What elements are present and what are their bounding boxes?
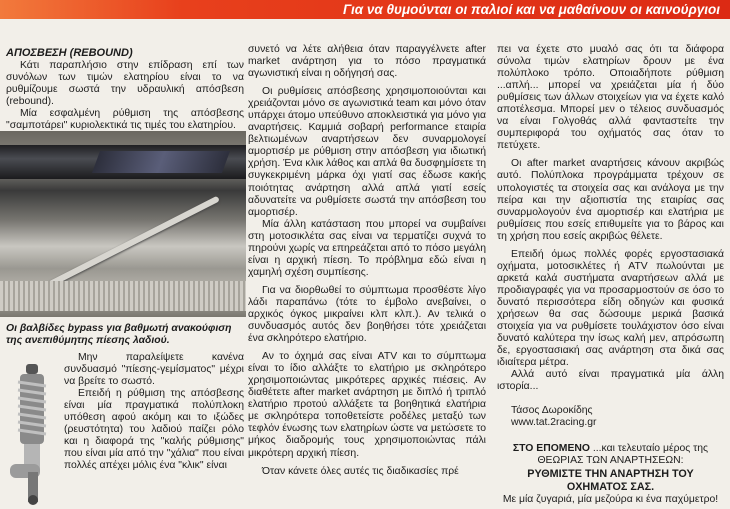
paragraph: Οι after market αναρτήσεις κάνουν ακριβώς αυτό. Πολύπλοκα προγράμματα τρέχουν σε υπολογιστές τα στοιχεία σας και ανάλογα με την πείρα και την αξιοπιστία της εταιρίας σας συναρμολογούν ένα αμορτισέρ και ελατήρια με ρυθμίσεις που εσείς επιθυμείτε για το βάρος και τη χρήση που εσείς ακριβώς θέλετε. xyxy=(497,158,724,242)
paragraph: Κάτι παραπλήσιο στην επίδραση επί των συνόλων των τιμών ελατηρίου είναι το να ρυθμίζουμε σωστά την υδραυλική απόσβεση (rebound). xyxy=(6,60,244,108)
rail-graphic xyxy=(0,281,246,311)
cylinder-label-graphic xyxy=(92,151,230,173)
photo-caption: Οι βαλβίδες bypass για βαθμωτή ανακούφιση της ανεπιθύμητης πίεσης λαδιού. xyxy=(6,323,232,347)
paragraph: πει να έχετε στο μυαλό σας ότι τα διάφορα σύνολα τιμών ελατηρίων δρουν με ένα πολύπλοκο τρόπο. Οποιαδήποτε ρύθμιση ...απλή... μπορεί να χρειάζεται μία ή δύο ρυθμίσεις των άλλων στοιχείων για να έχετε καλό αποτέλεσμα. Μπορεί μεν ο τέλειος συνδυασμός να είναι Γολγοθάς αλλά φανταστείτε την συμπεριφορά του οχήματός σας όταν το πετύχετε. xyxy=(497,44,724,152)
paragraph: Επειδή η ρύθμιση της απόσβεσης είναι μία πραγματικά πολύπλοκη υπόθεση αφού ακόμη και το ιξώδες (ρευστότητα) του λαδιού παίζει ρόλο και η διαφορά της "καλής ρύθμισης" που είναι μία από την "χάλια" που είναι πολλές απέχει μόλις ένα "κλικ" είναι xyxy=(64,388,244,472)
paragraph: Οι ρυθμίσεις απόσβεσης χρησιμοποιούνται και χρειάζονται μόνο σε αγωνιστικά team και μόνο όταν υπάρχει άτομο υπεύθυνο αποκλειστικά για μόνο για αναρτήσεις. Καμμιά σοβαρή performance εταιρία βελτιωμένων αναρτήσεων δεν συναρμολογεί αμορτισέρ με ρύθμιση στην απόσβεση για ιδιωτική χρήση. Ένα κλικ λάθος και απλά θα δυσφημίσετε τη συγκεκριμένη μάρκα όχι γιατί σας έδωσε κακής ποιότητας ανάρτηση αλλά απλά γιατί εσείς αδυνατείτε να ρυθμίσετε σωστά την απόσβεση του αμορτισέρ. xyxy=(248,86,486,218)
section-heading: ΑΠΟΣΒΕΣΗ (REBOUND) xyxy=(6,47,133,59)
author-name: Τάσος Δωροκίδης xyxy=(511,405,593,417)
column-2 xyxy=(248,44,486,478)
next-issue-rest: ...και τελευταίο μέρος της ΘΕΩΡΙΑΣ ΤΩΝ ΑΝΑΡΤΗΣΕΩΝ: xyxy=(537,443,709,467)
paragraph: Αν το όχημά σας είναι ATV και το σύμπτωμα είναι το ίδιο αλλάξτε το ελατήριο με σκληρότερο χρησιμοποιώντας μικρότερες αρχικές πιέσεις. Αν διαθέτετε after market ανάρτηση με διπλό ή τριπλό ελατήριο προτού αλλάξετε τα βοηθητικά ελατήρια με σκληρότερα τοποθετείστε ροδέλες μεταξύ των τεφλόν ένωσης των ελατηρίων ώστε να μετώσετε το μήκος διαδρομής τους χρησιμοποιώντας πάλι μικρότερη αρχική πίεση. xyxy=(248,351,486,459)
column-1-lower xyxy=(64,352,244,472)
paragraph: Μία εσφαλμένη ρύθμιση της απόσβεσης "σαμποτάρει" κυριολεκτικά τις τιμές του ελατηρίου. xyxy=(6,108,244,132)
next-issue-title: ΡΥΘΜΙΣΤΕ ΤΗΝ ΑΝΑΡΤΗΣΗ ΤΟΥ ΟΧΗΜΑΤΟΣ ΣΑΣ. xyxy=(527,467,694,493)
paragraph: Για να διορθωθεί το σύμπτωμα προσθέστε λίγο λάδι παραπάνω (τότε το έμβολο ανεβαίνει, ο αρχικός όγκος μικραίνει κλπ κλπ.). Αν τελικά ο συνδυασμός αυτός δεν βοηθήσει τότε χρειάζεται ένα σκληρότερο ελατήριο. xyxy=(248,284,486,345)
header-banner xyxy=(0,0,730,19)
next-issue-intro xyxy=(497,443,724,467)
next-issue-lead: ΣΤΟ ΕΠΟΜΕΝΟ xyxy=(512,443,590,455)
paragraph: Αλλά αυτό είναι πραγματικά μία άλλη ιστορία... xyxy=(497,369,724,393)
author-website[interactable]: www.tat.2racing.gr xyxy=(511,417,597,429)
shock-absorber-image xyxy=(4,360,62,506)
paragraph: Μην παραλείψετε κανένα συνδυασμό "πίεσης-γεμίσματος" μέχρι να βρείτε το σωστό. xyxy=(64,352,244,388)
paragraph: Μία άλλη κατάσταση που μπορεί να συμβαίνει στη μοτοσικλέτα σας είναι να τερματίζει συχνά το πηρούνι χωρίς να επηρεάζεται από το πόσο μεγάλη είναι η αρχική πίεση. Το πρόβλημα εδώ είναι η χαμηλή σχέση συμπίεσης. xyxy=(248,218,486,278)
column-3 xyxy=(497,44,724,506)
banner-title: Για να θυμούνται οι παλιοί και να μαθαίνουν οι καινούργιοι xyxy=(343,2,720,17)
next-issue-subtitle: Με μία ζυγαριά, μία μεζούρα κι ένα παχύμετρο! xyxy=(502,493,719,505)
suspension-photo xyxy=(0,131,246,317)
paragraph: συνετό να λέτε αλήθεια όταν παραγγέλνετε after market ανάρτηση για το πόσο πραγματικά αγωνιστική είναι η οδήγησή σας. xyxy=(248,44,486,80)
paragraph: Επειδή όμως πολλές φορές εργοστασιακά οχήματα, μοτοσικλέτες ή ATV πωλούνται με αρκετά καλά συστήματα αναρτήσεων αλλά με προδιαγραφές για να προσαρμοστούν σε όσο το δυνατό περισσότερα είδη οδηγών και φυσικά χρήσεων θα σας δώσουμε μερικά βασικά στοιχεία για να ρυθμίσετε τουλάχιστον όσο είναι δυνατό καλύτερα την ίσως καλή μεν, απρόσωπη δε, εργοστασιακή σας ανάρτηση στα δικά σας ιδιαίτερα μέτρα. xyxy=(497,248,724,369)
column-1 xyxy=(6,47,244,132)
paragraph: Όταν κάνετε όλες αυτές τις διαδικασίες πρέ xyxy=(262,465,459,477)
